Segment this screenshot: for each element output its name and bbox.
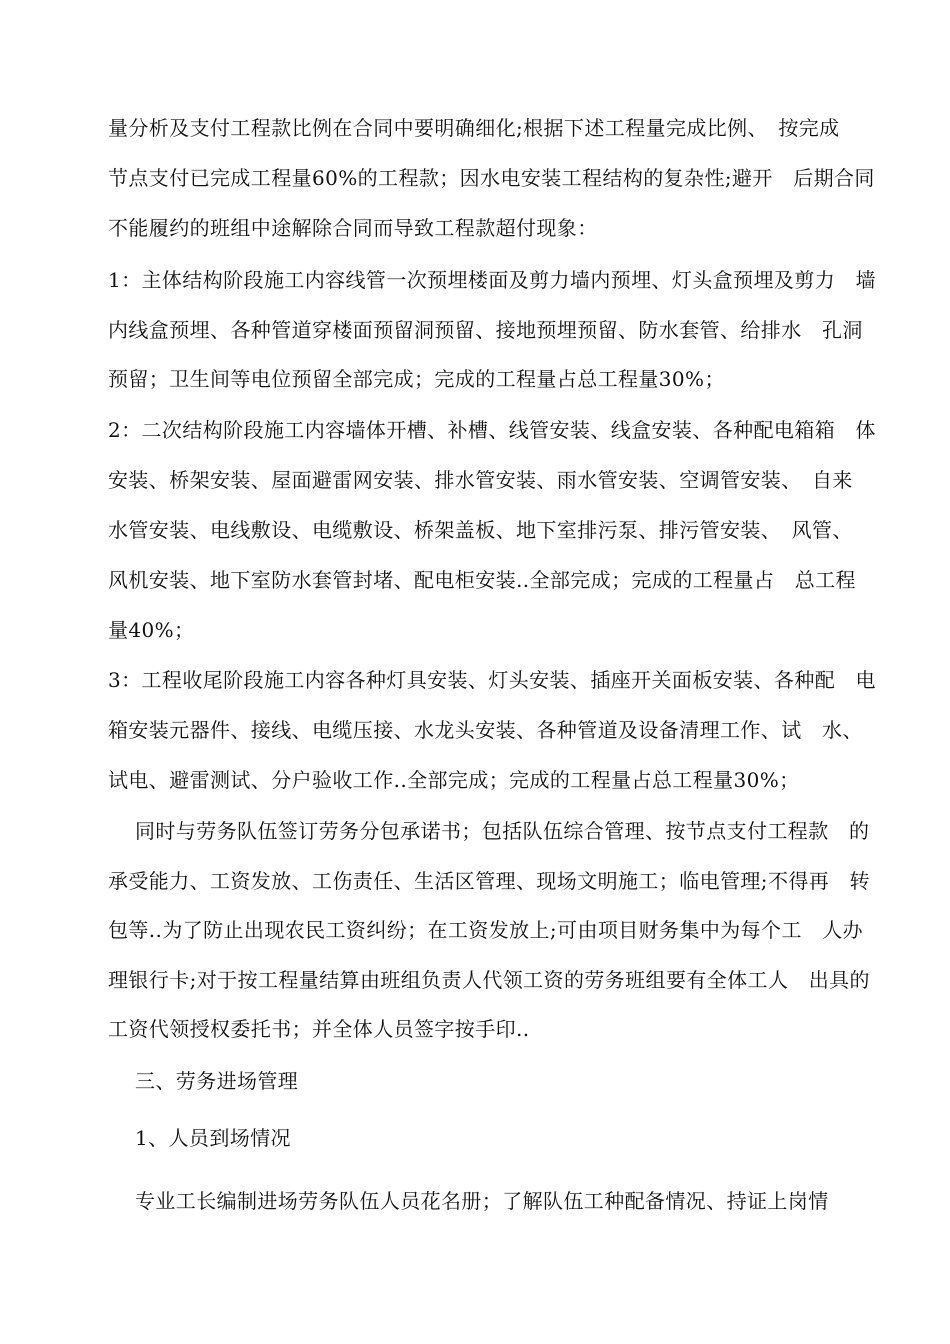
section-heading: 三、劳务进场管理 (135, 1069, 299, 1093)
item-3-line: 箱安装元器件、接线、电缆压接、水龙头安装、各种管道及设备清理工作、试 水、 (108, 718, 863, 742)
paragraph-labor-line: 同时与劳务队伍签订劳务分包承诺书；包括队伍综合管理、按节点支付工程款 的 (135, 819, 870, 843)
paragraph-labor-line: 理银行卡;对于按工程量结算由班组负责人代领工资的劳务班组要有全体工人 出具的 (108, 968, 870, 992)
subsection-heading: 1、人员到场情况 (135, 1126, 291, 1150)
item-2-line: 水管安装、电线敷设、电缆敷设、桥架盖板、地下室排污泵、排污管安装、 风管、 (108, 518, 853, 542)
paragraph-labor-line: 包等..为了防止出现农民工资纠纷；在工资发放上;可由项目财务集中为每个工 人办 (108, 918, 864, 942)
paragraph-intro-line: 不能履约的班组中途解除合同而导致工程款超付现象： (108, 216, 598, 240)
paragraph-labor-line: 承受能力、工资发放、工伤责任、生活区管理、现场文明施工；临电管理;不得再 转 (108, 869, 870, 893)
item-1-line: 内线盒预埋、各种管道穿楼面预留洞预留、接地预埋预留、防水套管、给排水 孔洞 (108, 318, 863, 342)
paragraph-intro-line: 量分析及支付工程款比例在合同中要明确细化;根据下述工程量完成比例、 按完成 (108, 116, 840, 140)
item-2-line: 量40%； (108, 618, 195, 642)
item-2-line: 安装、桥架安装、屋面避雷网安装、排水管安装、雨水管安装、空调管安装、 自来 (108, 468, 853, 492)
item-2-line: 风机安装、地下室防水套管封堵、配电柜安装..全部完成；完成的工程量占 总工程 (108, 568, 856, 592)
paragraph-personnel-line: 专业工长编制进场劳务队伍人员花名册；了解队伍工种配备情况、持证上岗情 (135, 1189, 829, 1213)
paragraph-labor-line: 工资代领授权委托书；并全体人员签字按手印.. (108, 1017, 530, 1041)
item-1-line: 1：主体结构阶段施工内容线管一次预埋楼面及剪力墙内预埋、灯头盒预埋及剪力 墙 (108, 268, 876, 292)
item-1-line: 预留；卫生间等电位预留全部完成；完成的工程量占总工程量30%； (108, 367, 725, 391)
paragraph-intro-line: 节点支付已完成工程量60%的工程款；因水电安装工程结构的复杂性;避开 后期合同 (108, 166, 875, 190)
item-2-line: 2：二次结构阶段施工内容墙体开槽、补槽、线管安装、线盒安装、各种配电箱箱 体 (108, 418, 876, 442)
item-3-line: 3：工程收尾阶段施工内容各种灯具安装、灯头安装、插座开关面板安装、各种配 电 (108, 668, 876, 692)
item-3-line: 试电、避雷测试、分户验收工作..全部完成；完成的工程量占总工程量30%； (108, 768, 800, 792)
